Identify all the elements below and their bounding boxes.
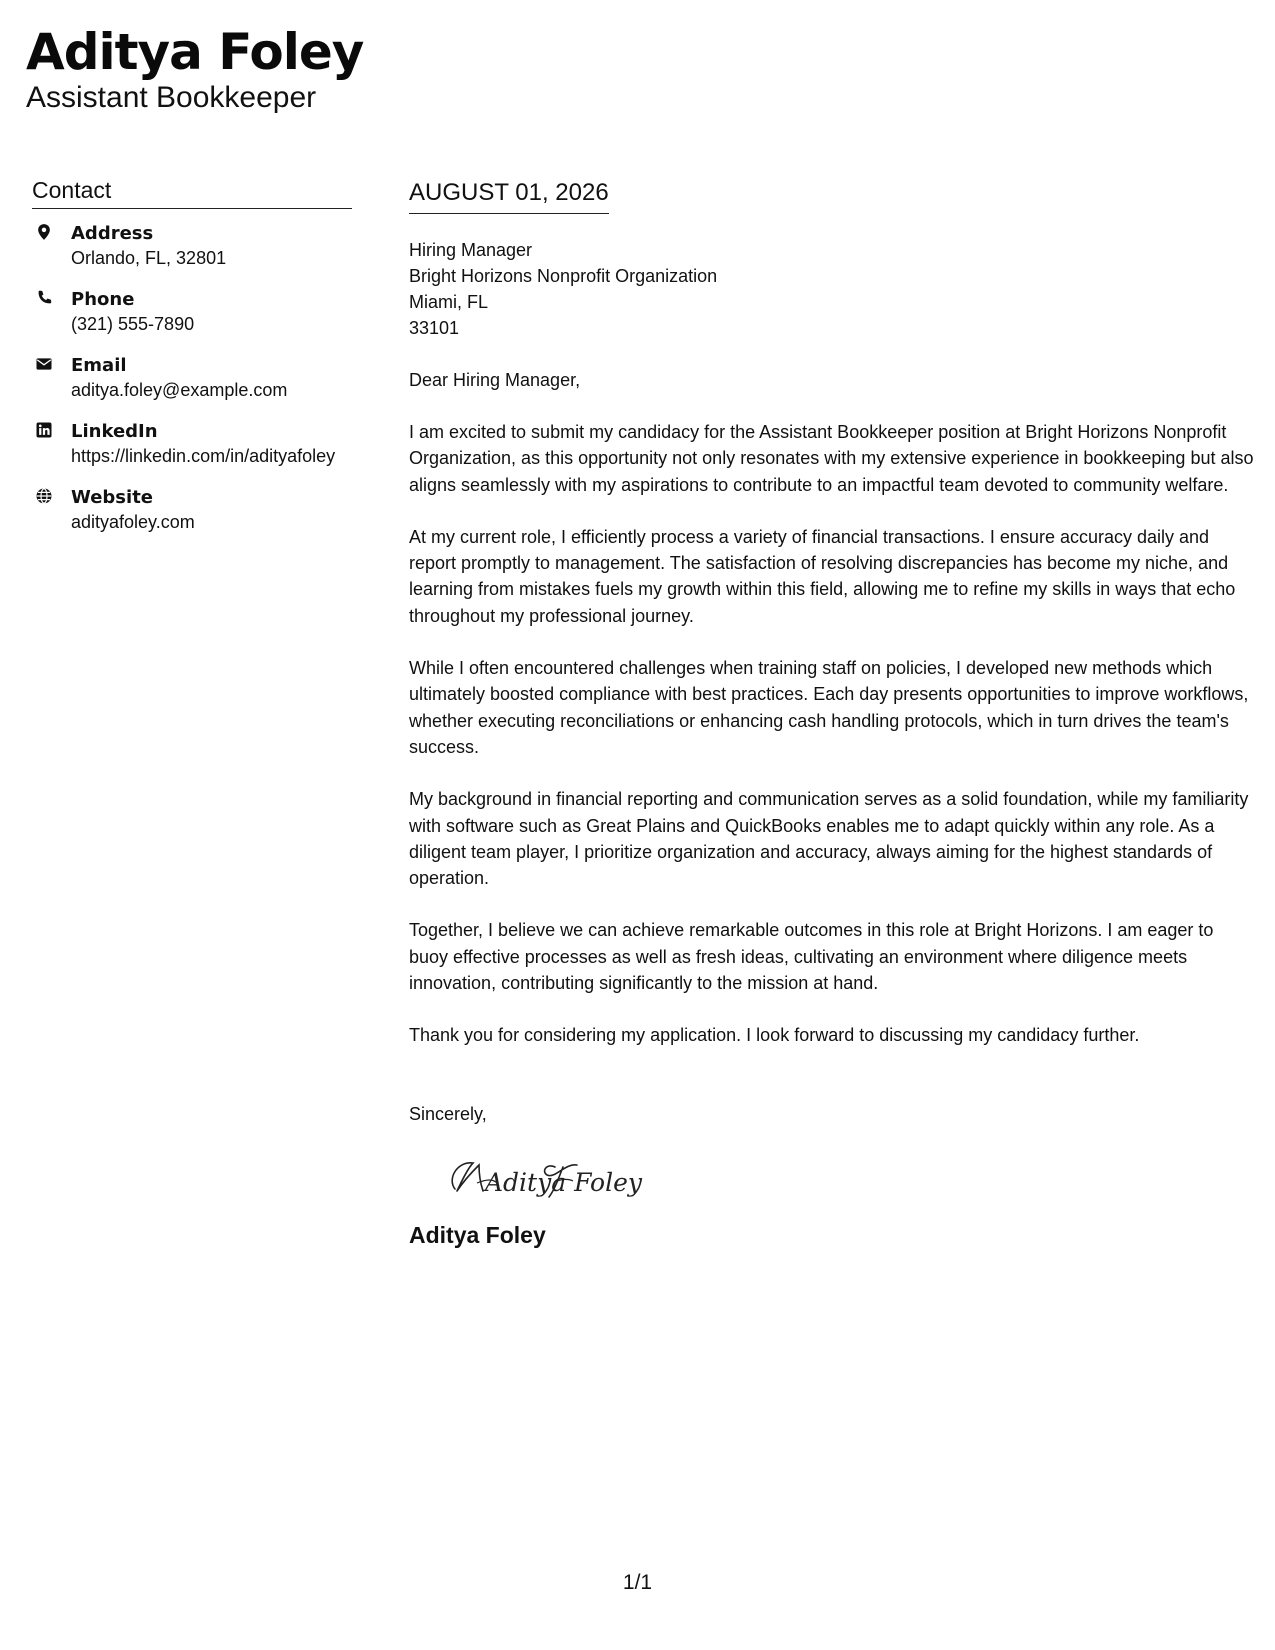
linkedin-icon bbox=[35, 421, 53, 439]
contact-label-address: Address bbox=[71, 223, 154, 244]
contact-item-phone bbox=[32, 287, 352, 337]
recipient-line: Miami, FL bbox=[409, 292, 489, 312]
applicant-name: Aditya Foley bbox=[26, 23, 364, 81]
body-paragraph: At my current role, I efficiently process a variety of financial transactions. I ensure accuracy daily and report promptly to management. The satisfaction of resolving discrepancies has become my niche, and learning from mistakes fuels my growth within this field, allowing me to refine my skills in ways that echo throughout my professional journey. bbox=[409, 526, 1236, 626]
contact-value-address: Orlando, FL, 32801 bbox=[71, 248, 227, 268]
applicant-job-title: Assistant Bookkeeper bbox=[26, 81, 317, 114]
body-paragraph: While I often encountered challenges when training staff on policies, I developed new methods which ultimately boosted compliance with best practices. Each day presents opportunities to improve workflows, whether executing reconciliations or enhancing cash handling protocols, which in turn drives the team's success. bbox=[409, 658, 1249, 757]
contact-sidebar bbox=[32, 176, 352, 551]
recipient-address bbox=[409, 237, 1254, 341]
resume-header bbox=[26, 22, 363, 116]
recipient-line: Hiring Manager bbox=[409, 240, 533, 260]
contact-label-email: Email bbox=[71, 355, 127, 376]
body-paragraph: I am excited to submit my candidacy for the Assistant Bookkeeper position at Bright Horizons Nonprofit Organization, as this opportunity not only resonates with my extensive experience in bookkeeping but also aligns seamlessly with my aspirations to contribute to an impactful team devoted to community welfare. bbox=[409, 422, 1254, 495]
letter-date-block bbox=[409, 178, 609, 214]
recipient-line: Bright Horizons Nonprofit Organization bbox=[409, 266, 718, 286]
contact-value-phone: (321) 555-7890 bbox=[71, 314, 195, 334]
signer-name: Aditya Foley bbox=[409, 1221, 546, 1248]
contact-value-linkedin[interactable]: https://linkedin.com/in/adityafoley bbox=[71, 446, 336, 466]
contact-item-email bbox=[32, 353, 352, 403]
contact-value-email: aditya.foley@example.com bbox=[71, 380, 288, 400]
contact-value-website[interactable]: adityafoley.com bbox=[71, 512, 195, 532]
envelope-icon bbox=[35, 355, 53, 373]
cover-letter-body bbox=[409, 178, 1254, 1249]
contact-heading: Contact bbox=[32, 176, 352, 209]
letter-date: AUGUST 01, 2026 bbox=[409, 179, 609, 206]
salutation: Dear Hiring Manager, bbox=[409, 370, 581, 390]
globe-icon bbox=[35, 487, 53, 505]
contact-item-linkedin bbox=[32, 419, 352, 469]
handwritten-signature bbox=[437, 1149, 1254, 1209]
body-paragraph: Together, I believe we can achieve remarkable outcomes in this role at Bright Horizons. I am eager to buoy effective processes as well as fresh ideas, cultivating an environment where diligence meets innovation, contributing significantly to the mission at hand. bbox=[409, 920, 1214, 994]
contact-item-website bbox=[32, 485, 352, 535]
contact-label-phone: Phone bbox=[71, 289, 135, 310]
map-pin-icon bbox=[35, 223, 53, 241]
body-paragraph: My background in financial reporting and communication serves as a solid foundation, while my familiarity with software such as Great Plains and QuickBooks enables me to adapt quickly within any role. As a diligent team player, I prioritize organization and accuracy, always aiming for the highest standards of operation. bbox=[409, 789, 1249, 889]
contact-label-linkedin: LinkedIn bbox=[71, 421, 158, 442]
contact-item-address bbox=[32, 221, 352, 271]
recipient-line: 33101 bbox=[409, 318, 460, 338]
signature-text: Aditya Foley bbox=[485, 1167, 643, 1197]
phone-icon bbox=[35, 289, 53, 307]
body-paragraph: Thank you for considering my application. I look forward to discussing my candidacy further. bbox=[409, 1025, 1140, 1046]
page-number: 1/1 bbox=[622, 1571, 653, 1594]
contact-label-website: Website bbox=[71, 487, 154, 508]
closing: Sincerely, bbox=[409, 1103, 487, 1124]
